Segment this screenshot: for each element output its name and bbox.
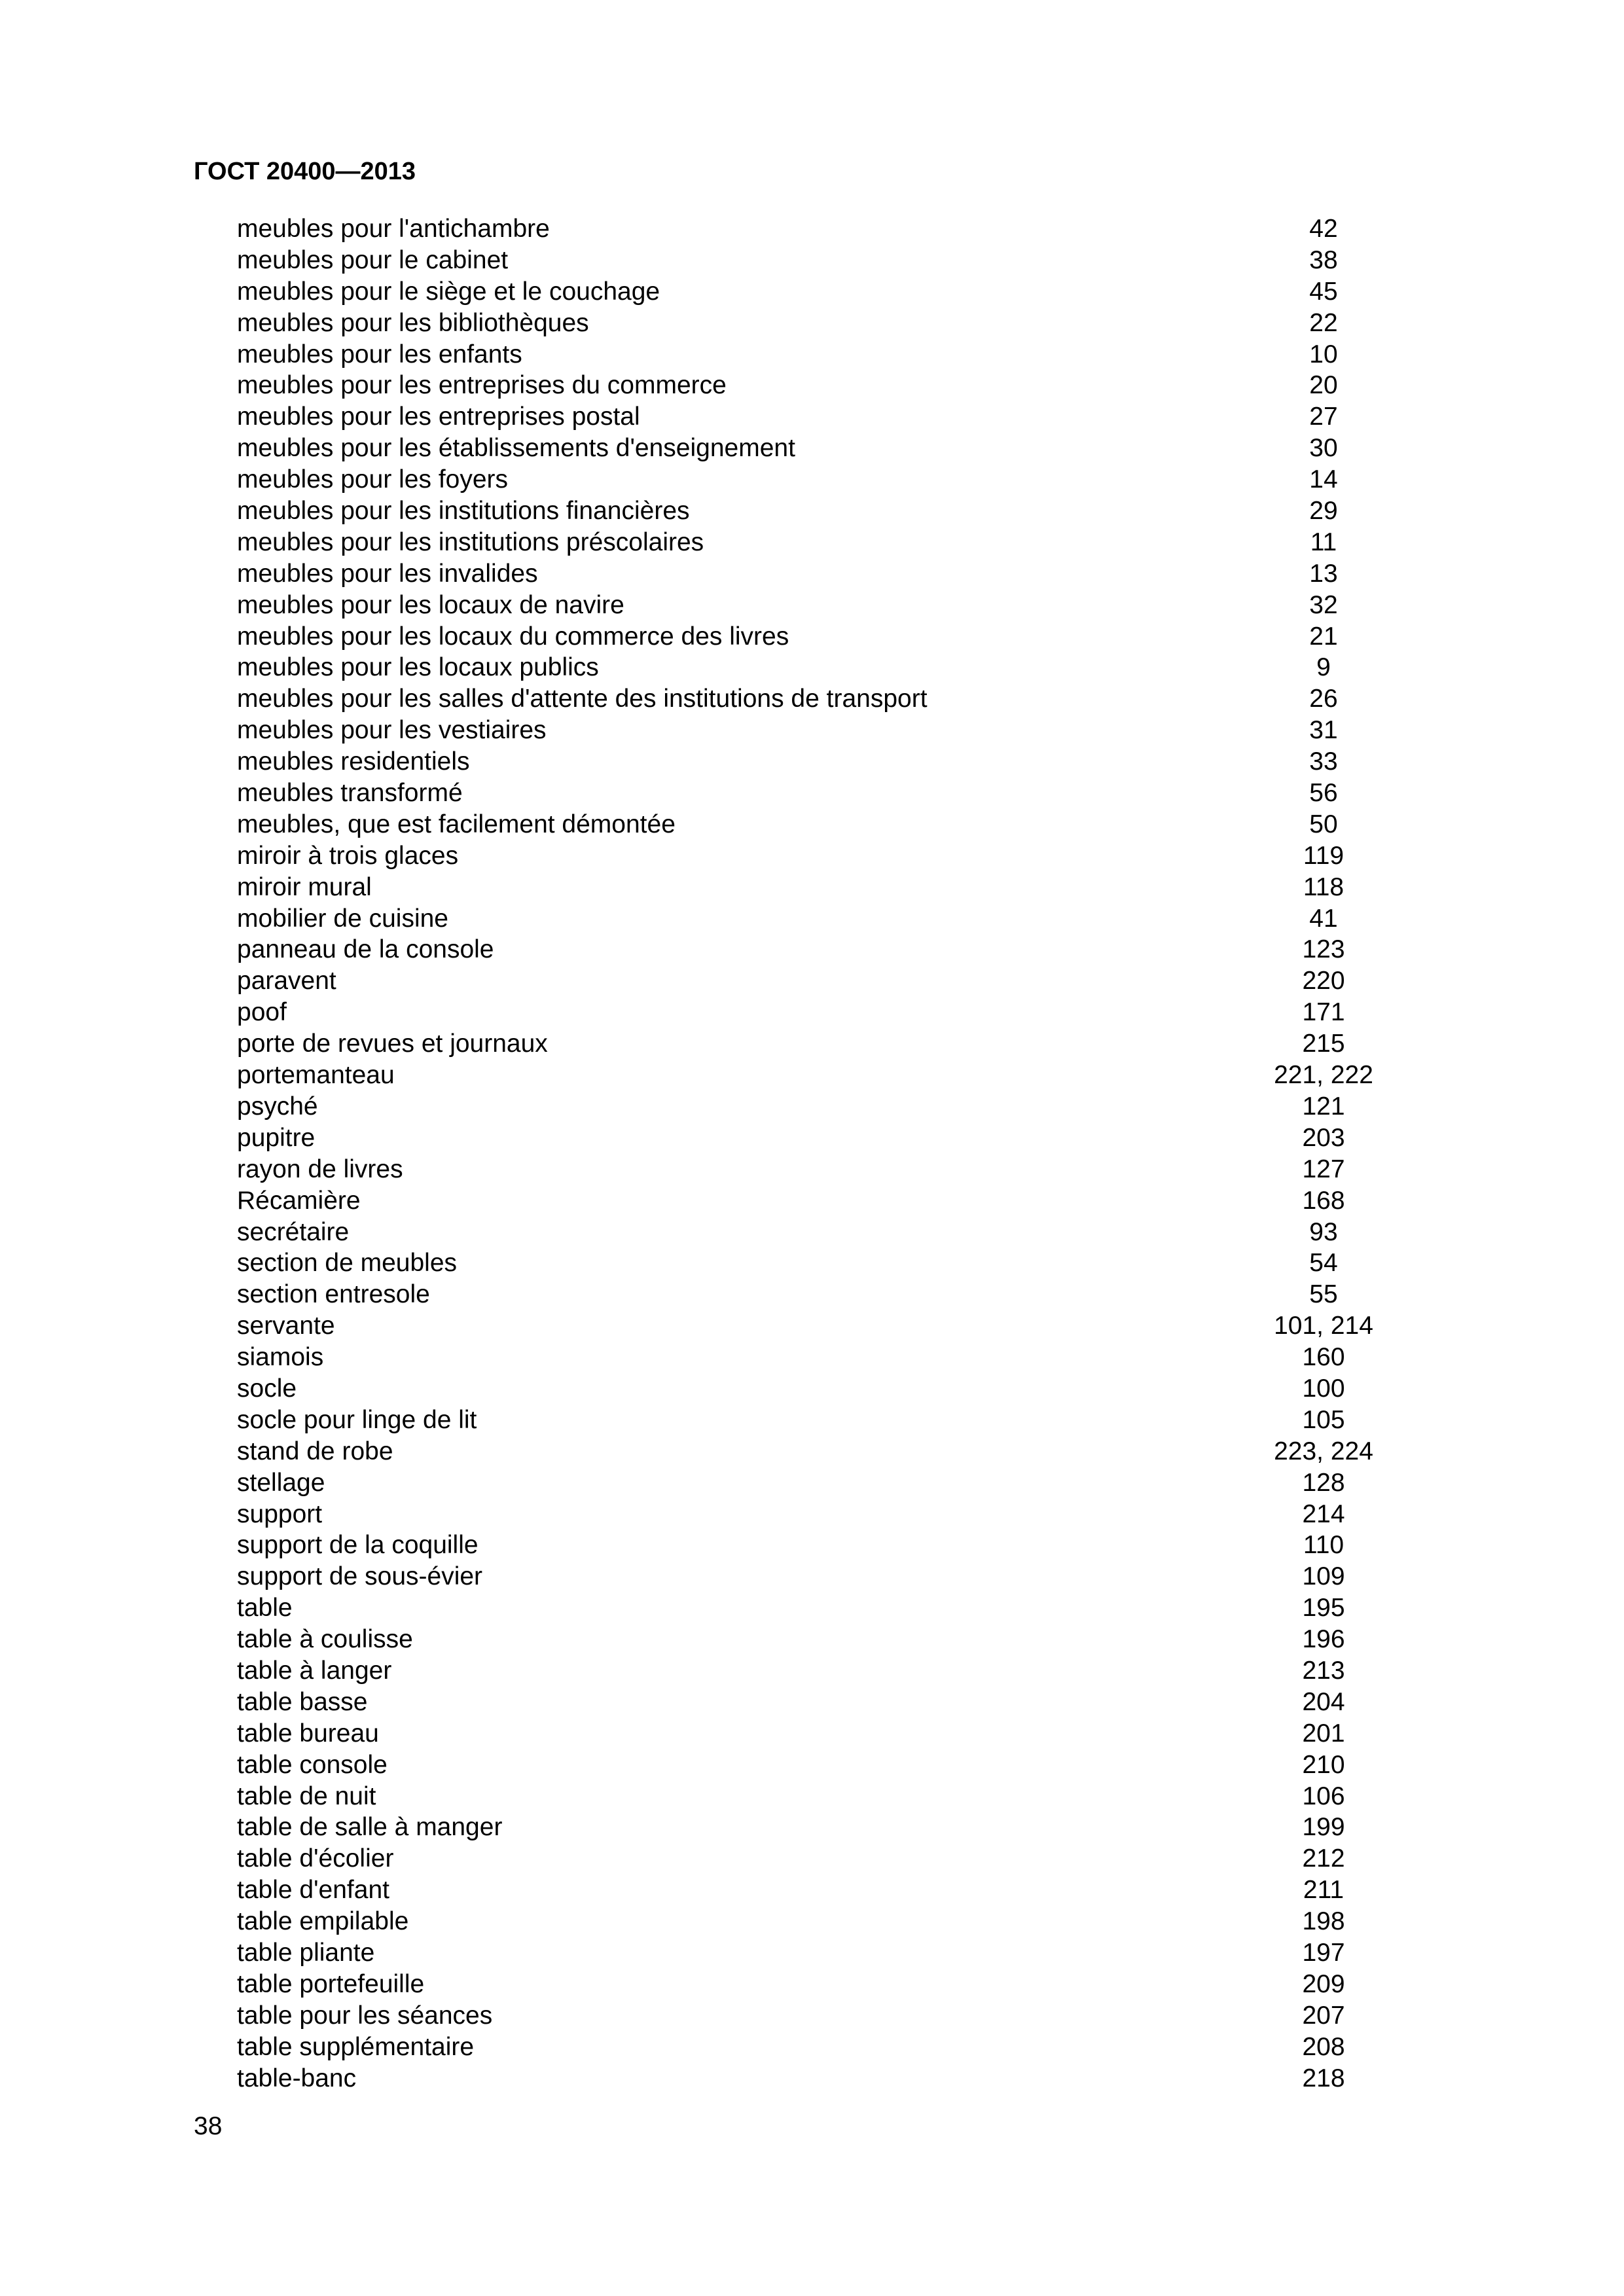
index-term: secrétaire	[237, 1217, 350, 1246]
index-entry	[237, 872, 1428, 903]
index-entry	[237, 997, 1428, 1028]
index-term: meubles pour les foyers	[237, 465, 509, 494]
index-page-ref: 21	[1309, 622, 1338, 651]
index-page-ref: 214	[1302, 1499, 1345, 1528]
index-page-ref: 201	[1302, 1719, 1345, 1748]
index-term: table pliante	[237, 1938, 375, 1967]
index-page-ref: 31	[1309, 716, 1338, 745]
index-term: meubles pour les locaux du commerce des livres	[237, 622, 789, 651]
index-page-ref: 56	[1309, 779, 1338, 808]
index-entry	[237, 809, 1428, 840]
index-entry	[237, 308, 1428, 339]
document-header: ГОСТ 20400—2013	[194, 158, 416, 185]
index-term: miroir à trois glaces	[237, 841, 459, 870]
index-term: pupitre	[237, 1123, 316, 1152]
index-entry	[237, 934, 1428, 965]
index-term: siamois	[237, 1343, 324, 1372]
index-term: stand de robe	[237, 1437, 393, 1465]
index-page-ref: 213	[1302, 1656, 1345, 1685]
index-page-ref: 41	[1309, 904, 1338, 933]
index-entry	[237, 2032, 1428, 2063]
index-entry	[237, 433, 1428, 464]
index-page-ref: 204	[1302, 1687, 1345, 1716]
index-page-ref: 33	[1309, 747, 1338, 776]
index-page-ref: 50	[1309, 810, 1338, 838]
index-page-ref: 32	[1309, 590, 1338, 619]
index-term: meubles pour les enfants	[237, 340, 522, 368]
index-term: psyché	[237, 1092, 318, 1121]
index-term: meubles residentiels	[237, 747, 470, 776]
index-entry	[237, 1624, 1428, 1655]
index-page-ref: 22	[1309, 308, 1338, 337]
index-page-ref: 38	[1309, 245, 1338, 274]
index-term: miroir mural	[237, 872, 372, 901]
index-term: meubles pour les institutions financières	[237, 497, 690, 526]
index-page-ref: 42	[1309, 215, 1338, 243]
index-page-ref: 208	[1302, 2032, 1345, 2061]
index-page-ref: 26	[1309, 685, 1338, 713]
index-entry	[237, 1342, 1428, 1373]
index-term: section entresole	[237, 1280, 430, 1309]
index-entry	[237, 1843, 1428, 1874]
index-entry	[237, 1906, 1428, 1937]
index-term: meubles pour les locaux publics	[237, 653, 599, 682]
index-page-ref: 223, 224	[1274, 1437, 1373, 1465]
index-entry	[237, 2000, 1428, 2032]
index-entry	[237, 2063, 1428, 2094]
index-term: porte de revues et journaux	[237, 1030, 548, 1058]
index-page-ref: 212	[1302, 1844, 1345, 1873]
index-term: table d'écolier	[237, 1844, 394, 1873]
index-page-ref: 9	[1316, 653, 1331, 682]
index-term: meubles, que est facilement démontée	[237, 810, 676, 838]
index-page-ref: 29	[1309, 497, 1338, 526]
index-entry	[237, 276, 1428, 308]
index-page-ref: 123	[1302, 935, 1345, 964]
index-entry	[237, 1874, 1428, 1906]
index-page-ref: 160	[1302, 1343, 1345, 1372]
index-term: portemanteau	[237, 1061, 395, 1090]
index-entry	[237, 652, 1428, 683]
index-entry	[237, 1373, 1428, 1405]
index-entry	[237, 1687, 1428, 1718]
index-entry	[237, 1122, 1428, 1154]
index-entry	[237, 1718, 1428, 1749]
index-term: meubles pour les bibliothèques	[237, 308, 589, 337]
index-entry	[237, 965, 1428, 997]
index-term: meubles pour les vestiaires	[237, 716, 547, 745]
index-term: paravent	[237, 967, 336, 996]
index-term: panneau de la console	[237, 935, 494, 964]
index-entry	[237, 1060, 1428, 1091]
index-entry	[237, 778, 1428, 809]
index-term: meubles transformé	[237, 779, 463, 808]
index-entry	[237, 245, 1428, 276]
page-number: 38	[194, 2112, 223, 2140]
index-term: table de nuit	[237, 1782, 376, 1810]
index-entry	[237, 840, 1428, 872]
index-entry	[237, 558, 1428, 590]
index-term: socle pour linge de lit	[237, 1405, 477, 1434]
index-term: meubles pour les entreprises du commerce	[237, 371, 727, 400]
index-entry	[237, 1405, 1428, 1436]
index-page-ref: 215	[1302, 1030, 1345, 1058]
index-page-ref: 195	[1302, 1594, 1345, 1623]
index-term: table portefeuille	[237, 1969, 425, 1998]
index-term: meubles pour le cabinet	[237, 245, 509, 274]
index-term: table d'enfant	[237, 1876, 389, 1905]
index-page-ref: 220	[1302, 967, 1345, 996]
index-entry	[237, 1969, 1428, 2000]
index-page-ref: 209	[1302, 1969, 1345, 1998]
index-page-ref: 127	[1302, 1155, 1345, 1183]
index-term: table supplémentaire	[237, 2032, 475, 2061]
index-entry	[237, 715, 1428, 746]
index-entry	[237, 401, 1428, 433]
index-page-ref: 110	[1303, 1531, 1344, 1560]
index-term: meubles pour les institutions préscolaires	[237, 528, 704, 556]
index-term: meubles pour les établissements d'enseignement	[237, 434, 795, 463]
index-page-ref: 100	[1302, 1374, 1345, 1403]
index-entry	[237, 1499, 1428, 1530]
index-entry	[237, 1185, 1428, 1217]
index-page-ref: 101, 214	[1274, 1312, 1373, 1340]
index-entry	[237, 1091, 1428, 1122]
index-page-ref: 93	[1309, 1217, 1338, 1246]
index-page-ref: 45	[1309, 277, 1338, 306]
index-entry	[237, 339, 1428, 370]
index-term: stellage	[237, 1468, 325, 1497]
index-term: support de la coquille	[237, 1531, 478, 1560]
index-term: rayon de livres	[237, 1155, 403, 1183]
index-entry	[237, 621, 1428, 653]
index-entry	[237, 1436, 1428, 1467]
index-page-ref: 199	[1302, 1813, 1345, 1842]
index-term: table	[237, 1594, 293, 1623]
index-page-ref: 54	[1309, 1249, 1338, 1278]
index-page-ref: 119	[1303, 841, 1344, 870]
index-page-ref: 11	[1310, 528, 1337, 556]
index-entry	[237, 1028, 1428, 1060]
index-term: table bureau	[237, 1719, 379, 1748]
index-entry	[237, 746, 1428, 778]
index-list	[237, 213, 1428, 2094]
index-entry	[237, 1154, 1428, 1185]
index-term: mobilier de cuisine	[237, 904, 448, 933]
index-entry	[237, 903, 1428, 935]
index-term: table basse	[237, 1687, 368, 1716]
index-term: support de sous-évier	[237, 1562, 483, 1591]
index-page-ref: 55	[1309, 1280, 1338, 1309]
index-entry	[237, 464, 1428, 495]
index-term: meubles pour les salles d'attente des institutions de transport	[237, 685, 928, 713]
index-entry	[237, 1279, 1428, 1310]
index-entry	[237, 1781, 1428, 1812]
index-term: poof	[237, 998, 287, 1027]
index-page-ref: 168	[1302, 1186, 1345, 1215]
index-page-ref: 196	[1302, 1625, 1345, 1654]
index-entry	[237, 590, 1428, 621]
index-term: meubles pour le siège et le couchage	[237, 277, 660, 306]
index-term: socle	[237, 1374, 297, 1403]
index-entry	[237, 1217, 1428, 1248]
index-page-ref: 121	[1302, 1092, 1345, 1121]
index-page-ref: 106	[1302, 1782, 1345, 1810]
index-page-ref: 14	[1309, 465, 1338, 494]
index-entry	[237, 1937, 1428, 1969]
index-term: table de salle à manger	[237, 1813, 503, 1842]
index-page-ref: 207	[1302, 2001, 1345, 2030]
index-term: support	[237, 1499, 323, 1528]
index-term: meubles pour les invalides	[237, 559, 538, 588]
index-term: table à langer	[237, 1656, 392, 1685]
index-entry	[237, 1655, 1428, 1687]
index-entry	[237, 370, 1428, 401]
index-term: table pour les séances	[237, 2001, 493, 2030]
index-term: meubles pour les locaux de navire	[237, 590, 624, 619]
index-term: section de meubles	[237, 1249, 458, 1278]
index-entry	[237, 1749, 1428, 1781]
index-term: table-banc	[237, 2064, 357, 2092]
index-page-ref: 210	[1302, 1750, 1345, 1779]
index-page-ref: 20	[1309, 371, 1338, 400]
index-entry	[237, 213, 1428, 245]
index-page-ref: 27	[1309, 403, 1338, 431]
index-entry	[237, 527, 1428, 558]
index-entry	[237, 1592, 1428, 1624]
index-entry	[237, 683, 1428, 715]
index-term: table empilable	[237, 1907, 409, 1936]
index-page-ref: 105	[1302, 1405, 1345, 1434]
index-entry	[237, 1247, 1428, 1279]
index-entry	[237, 495, 1428, 527]
index-page-ref: 203	[1302, 1123, 1345, 1152]
index-page-ref: 118	[1303, 872, 1344, 901]
index-page-ref: 197	[1302, 1938, 1345, 1967]
index-page-ref: 30	[1309, 434, 1338, 463]
index-entry	[237, 1561, 1428, 1592]
index-page-ref: 218	[1302, 2064, 1345, 2092]
index-term: servante	[237, 1312, 335, 1340]
index-term: Récamière	[237, 1186, 361, 1215]
index-page-ref: 221, 222	[1274, 1061, 1373, 1090]
index-page-ref: 198	[1302, 1907, 1345, 1936]
index-entry	[237, 1310, 1428, 1342]
index-page-ref: 109	[1302, 1562, 1345, 1591]
index-term: meubles pour l'antichambre	[237, 215, 550, 243]
index-page-ref: 211	[1303, 1876, 1344, 1905]
index-page-ref: 10	[1309, 340, 1338, 368]
index-term: table console	[237, 1750, 388, 1779]
index-entry	[237, 1530, 1428, 1561]
index-page-ref: 128	[1302, 1468, 1345, 1497]
index-term: meubles pour les entreprises postal	[237, 403, 640, 431]
index-term: table à coulisse	[237, 1625, 413, 1654]
index-entry	[237, 1812, 1428, 1843]
index-page-ref: 13	[1309, 559, 1338, 588]
index-page-ref: 171	[1302, 998, 1345, 1027]
index-entry	[237, 1467, 1428, 1499]
